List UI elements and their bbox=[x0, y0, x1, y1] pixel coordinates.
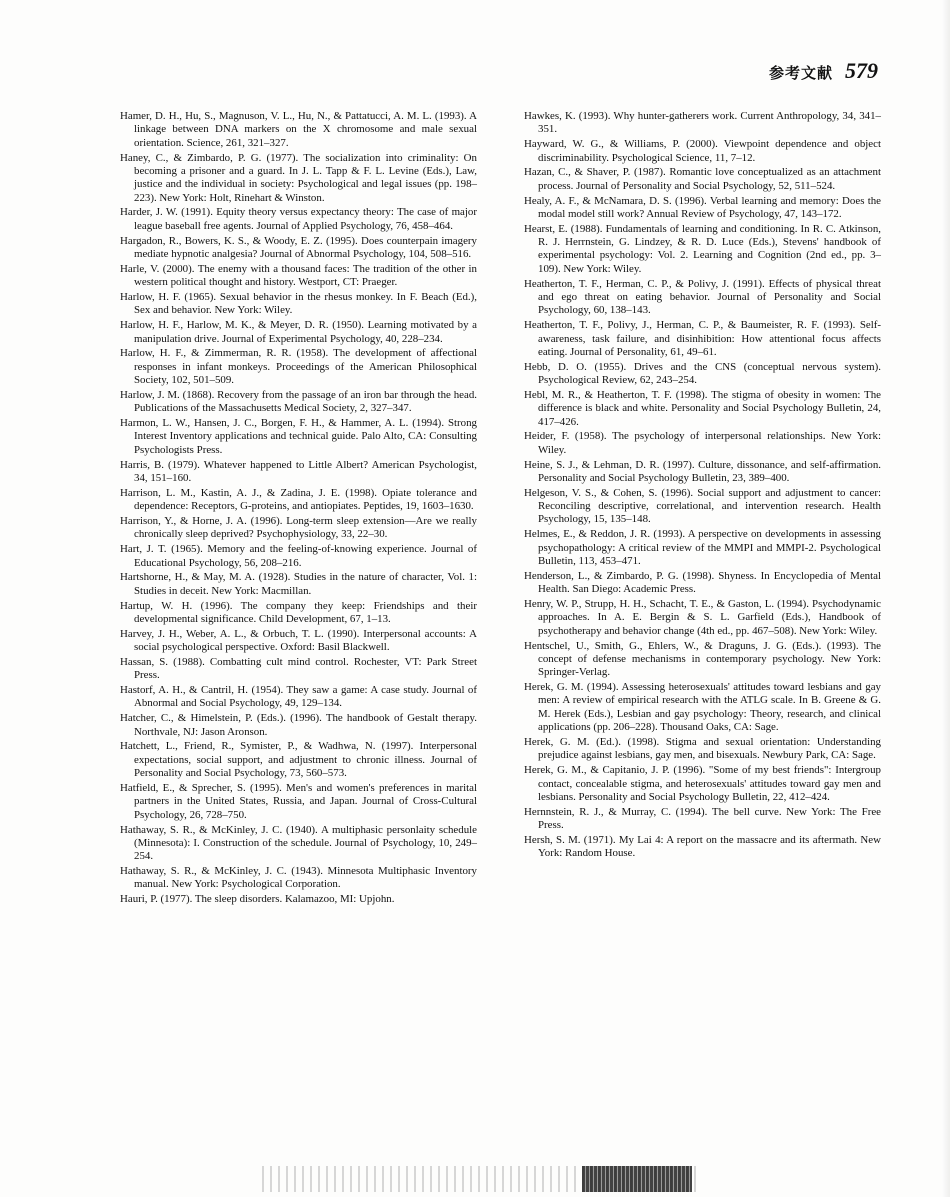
reference-entry: Heatherton, T. F., Polivy, J., Herman, C. P., & Baumeister, R. F. (1993). Self-awareness, task failure, and disinhibition: How attentional focus affects eating. Journal of Personality, 61, 49–61. bbox=[524, 319, 881, 358]
reference-entry: Hatchett, L., Friend, R., Symister, P., & Wadhwa, N. (1997). Interpersonal expectations, social support, and adjustment to chronic illness. Journal of Personality and Social Psychology, 73, 560–573. bbox=[120, 740, 477, 780]
reference-entry: Hatcher, C., & Himelstein, P. (Eds.). (1996). The handbook of Gestalt therapy. Northvale, NJ: Jason Aronson. bbox=[120, 712, 477, 738]
reference-entry: Haney, C., & Zimbardo, P. G. (1977). The socialization into criminality: On becoming a prisoner and a guard. In J. L. Tapp & F. L. Levine (Eds.), Law, justice and the individual in society: Psychological and legal issues (pp. 198–223). New York: Holt, Rinehart & Winston. bbox=[120, 151, 477, 204]
reference-entry: Hawkes, K. (1993). Why hunter-gatherers work. Current Anthropology, 34, 341–351. bbox=[524, 110, 881, 136]
page-edge-shadow bbox=[942, 0, 950, 1197]
reference-entry: Harder, J. W. (1991). Equity theory versus expectancy theory: The case of major league baseball free agents. Journal of Applied Psychology, 76, 458–464. bbox=[120, 206, 477, 232]
reference-entry: Hersh, S. M. (1971). My Lai 4: A report on the massacre and its aftermath. New York: Random House. bbox=[524, 833, 881, 860]
reference-entry: Henry, W. P., Strupp, H. H., Schacht, T. E., & Gaston, L. (1994). Psychodynamic approaches. In A. E. Bergin & S. L. Garfield (Eds.), Handbook of psychotherapy and behavior change (4th ed., pp. 467–508). New York: Wiley. bbox=[524, 598, 881, 637]
reference-entry: Heine, S. J., & Lehman, D. R. (1997). Culture, dissonance, and self-affirmation. Personality and Social Psychology Bulletin, 23, 389–400. bbox=[524, 458, 881, 484]
reference-entry: Harrison, L. M., Kastin, A. J., & Zadina, J. E. (1998). Opiate tolerance and dependence: Receptors, G-proteins, and antiopiates. Peptides, 19, 1603–1630. bbox=[120, 486, 477, 513]
reference-entry: Hazan, C., & Shaver, P. (1987). Romantic love conceptualized as an attachment process. Journal of Personality and Social Psychology, 52, 511–524. bbox=[524, 166, 881, 192]
scan-artifact-dark bbox=[582, 1166, 692, 1192]
reference-entry: Harle, V. (2000). The enemy with a thousand faces: The tradition of the other in western political thought and history. Westport, CT: Praeger. bbox=[120, 262, 477, 289]
reference-entry: Healy, A. F., & McNamara, D. S. (1996). Verbal learning and memory: Does the modal model still work? Annual Review of Psychology, 47, 143–172. bbox=[524, 194, 881, 220]
reference-entry: Hart, J. T. (1965). Memory and the feeling-of-knowing experience. Journal of Educational Psychology, 56, 208–216. bbox=[120, 543, 477, 569]
reference-entry: Harrison, Y., & Horne, J. A. (1996). Long-term sleep extension—Are we really chronically sleep deprived? Psychophysiology, 33, 22–30. bbox=[120, 514, 477, 541]
reference-entry: Hargadon, R., Bowers, K. S., & Woody, E. Z. (1995). Does counterpain imagery mediate hypnotic analgesia? Journal of Abnormal Psychology, 104, 508–516. bbox=[120, 234, 477, 260]
reference-entry: Heatherton, T. F., Herman, C. P., & Polivy, J. (1991). Effects of physical threat and ego threat on eating behavior. Journal of Personality and Social Psychology, 60, 138–143. bbox=[524, 277, 881, 317]
reference-entry: Hassan, S. (1988). Combatting cult mind control. Rochester, VT: Park Street Press. bbox=[120, 655, 477, 682]
reference-entry: Hernnstein, R. J., & Murray, C. (1994). The bell curve. New York: The Free Press. bbox=[524, 805, 881, 832]
reference-entry: Harlow, H. F. (1965). Sexual behavior in the rhesus monkey. In F. Beach (Ed.), Sex and behavior. New York: Wiley. bbox=[120, 290, 477, 317]
scan-artifact bbox=[256, 1166, 696, 1192]
reference-entry: Herek, G. M. (Ed.). (1998). Stigma and sexual orientation: Understanding prejudice against lesbians, gay men, and bisexuals. Newbury Park, CA: Sage. bbox=[524, 735, 881, 762]
reference-entry: Hartshorne, H., & May, M. A. (1928). Studies in the nature of character, Vol. 1: Studies in deceit. New York: Macmillan. bbox=[120, 571, 477, 597]
reference-entry: Harlow, J. M. (1868). Recovery from the passage of an iron bar through the head. Publications of the Massachusetts Medical Society, 2, 327–347. bbox=[120, 388, 477, 415]
reference-entry: Harlow, H. F., Harlow, M. K., & Meyer, D. R. (1950). Learning motivated by a manipulation drive. Journal of Experimental Psychology, 40, 228–234. bbox=[120, 319, 477, 345]
reference-entry: Hentschel, U., Smith, G., Ehlers, W., & Draguns, J. G. (Eds.). (1993). The concept of defense mechanisms in contemporary psychology. New York: Springer-Verlag. bbox=[524, 639, 881, 679]
reference-entry: Hebl, M. R., & Heatherton, T. F. (1998). The stigma of obesity in women: The difference is black and white. Personality and Social Psychology Bulletin, 24, 417–426. bbox=[524, 388, 881, 428]
reference-entry: Herek, G. M., & Capitanio, J. P. (1996). "Some of my best friends": Intergroup contact, concealable stigma, and heterosexuals' attitudes toward gay men and lesbians. Personality and Social Psychology Bulletin, 22, 412–424. bbox=[524, 764, 881, 803]
reference-entry: Harvey, J. H., Weber, A. L., & Orbuch, T. L. (1990). Interpersonal accounts: A social psychological perspective. Oxford: Basil Blackwell. bbox=[120, 627, 477, 654]
reference-entry: Hauri, P. (1977). The sleep disorders. Kalamazoo, MI: Upjohn. bbox=[120, 893, 395, 906]
reference-entry: Hartup, W. H. (1996). The company they keep: Friendships and their developmental significance. Child Development, 67, 1–13. bbox=[120, 599, 477, 625]
reference-entry: Hathaway, S. R., & McKinley, J. C. (1943). Minnesota Multiphasic Inventory manual. New York: Psychological Corporation. bbox=[120, 865, 477, 891]
running-header bbox=[769, 58, 878, 84]
reference-entry: Heider, F. (1958). The psychology of interpersonal relationships. New York: Wiley. bbox=[524, 430, 881, 456]
reference-entry: Harmon, L. W., Hansen, J. C., Borgen, F. H., & Hammer, A. L. (1994). Strong Interest Inventory applications and technical guide. Palo Alto, CA: Consulting Psychologists Press. bbox=[120, 417, 477, 456]
reference-entry: Hatfield, E., & Sprecher, S. (1995). Men's and women's preferences in marital partners in the United States, Russia, and Japan. Journal of Cross-Cultural Psychology, 26, 728–750. bbox=[120, 782, 477, 821]
reference-entry: Hearst, E. (1988). Fundamentals of learning and conditioning. In R. C. Atkinson, R. J. Herrnstein, G. Lindzey, & R. D. Luce (Eds.), Stevens' handbook of experimental psychology: Vol. 2. Learning and Cognition (2nd ed., pp. 3–109). New York: Wiley. bbox=[524, 222, 881, 275]
page-number: 579 bbox=[845, 58, 878, 83]
reference-entry: Henderson, L., & Zimbardo, P. G. (1998). Shyness. In Encyclopedia of Mental Health. San Diego: Academic Press. bbox=[524, 569, 881, 596]
reference-entry: Hayward, W. G., & Williams, P. (2000). Viewpoint dependence and object discriminability. Psychological Science, 11, 7–12. bbox=[524, 138, 881, 164]
right-column bbox=[524, 110, 881, 862]
reference-entry: Helmes, E., & Reddon, J. R. (1993). A perspective on developments in assessing psychopathology: A critical review of the MMPI and MMPI-2. Psychological Bulletin, 113, 453–471. bbox=[524, 528, 881, 567]
left-column bbox=[120, 110, 477, 908]
reference-entry: Hamer, D. H., Hu, S., Magnuson, V. L., Hu, N., & Pattatucci, A. M. L. (1993). A linkage between DNA markers on the X chromosome and male sexual orientation. Science, 261, 321–327. bbox=[120, 110, 477, 149]
header-title: 参考文献 bbox=[768, 66, 833, 82]
reference-entry: Hebb, D. O. (1955). Drives and the CNS (conceptual nervous system). Psychological Review, 62, 243–254. bbox=[524, 360, 881, 387]
reference-entry: Hastorf, A. H., & Cantril, H. (1954). They saw a game: A case study. Journal of Abnormal and Social Psychology, 49, 129–134. bbox=[120, 684, 477, 710]
reference-entry: Harlow, H. F., & Zimmerman, R. R. (1958). The development of affectional responses in infant monkeys. Proceedings of the American Philosophical Society, 102, 501–509. bbox=[120, 347, 477, 387]
reference-entry: Herek, G. M. (1994). Assessing heterosexuals' attitudes toward lesbians and gay men: A review of empirical research with the ATLG scale. In B. Greene & G. M. Herek (Eds.), Lesbian and gay psychology: Theory, research, and clinical applications (pp. 206–228). Thousand Oaks, CA: Sage. bbox=[524, 681, 881, 734]
reference-entry: Helgeson, V. S., & Cohen, S. (1996). Social support and adjustment to cancer: Reconciling descriptive, correlational, and intervention research. Health Psychology, 15, 135–148. bbox=[524, 486, 881, 526]
reference-entry: Harris, B. (1979). Whatever happened to Little Albert? American Psychologist, 34, 151–160. bbox=[120, 458, 477, 484]
reference-entry: Hathaway, S. R., & McKinley, J. C. (1940). A multiphasic personlaity schedule (Minnesota): I. Construction of the schedule. Journal of Psychology, 10, 249–254. bbox=[120, 823, 477, 863]
